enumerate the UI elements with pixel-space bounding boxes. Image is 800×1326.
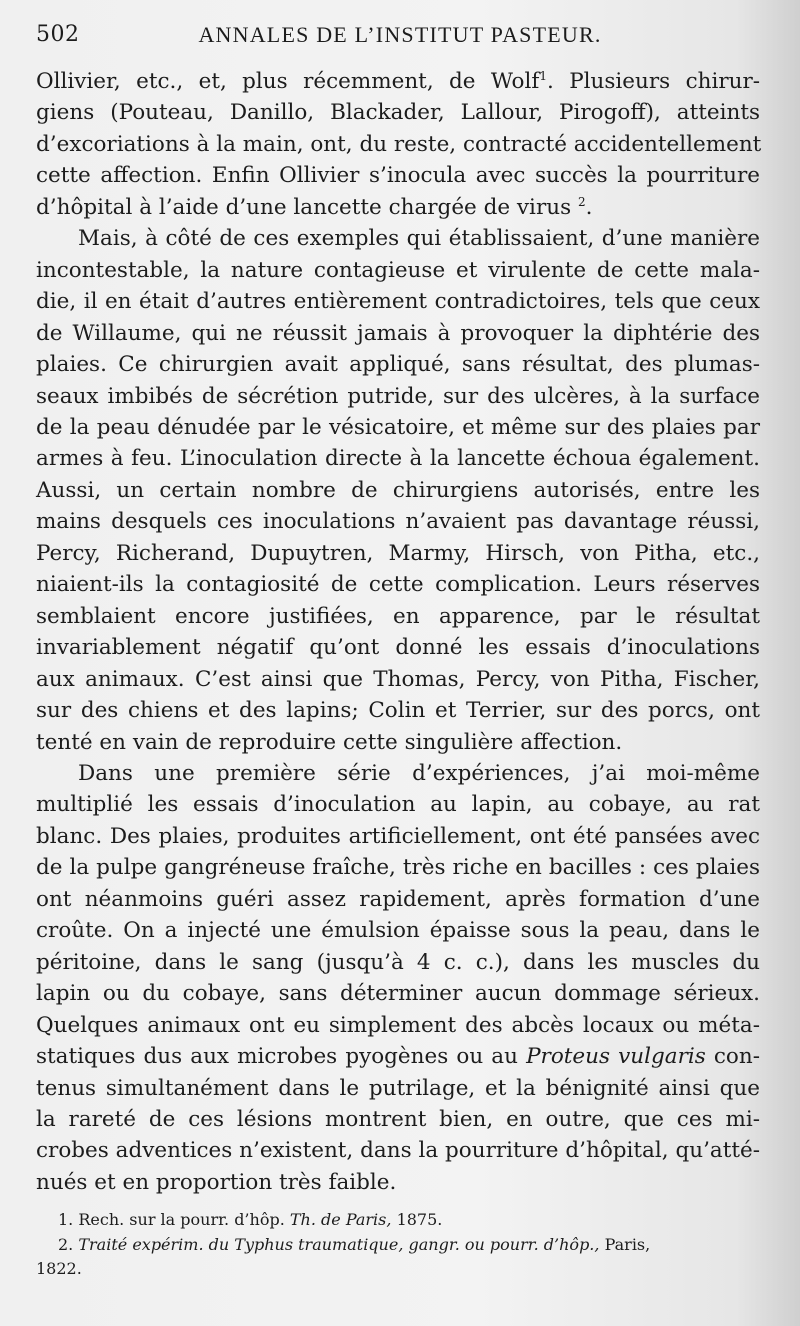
text-line: de la pulpe gangréneuse fraîche, très riche en bacilles : ces plaies bbox=[36, 855, 760, 881]
running-header bbox=[36, 22, 764, 54]
text-line: niaient-ils la contagiosité de cette complication. Leurs réserves bbox=[36, 572, 760, 598]
footnote-ref: 1 bbox=[539, 69, 547, 83]
text-line: Ollivier, etc., et, plus récemment, de Wolf$^1$. Plusieurs chirur- bbox=[36, 69, 760, 94]
text-line: tenté en vain de reproduire cette singulière affection. bbox=[36, 729, 623, 755]
text-line: giens (Pouteau, Danillo, Blackader, Lallour, Pirogoff), atteints bbox=[36, 100, 760, 126]
running-title: ANNALES DE L’INSTITUT PASTEUR. bbox=[198, 22, 602, 47]
footnote-ref: 2 bbox=[577, 194, 586, 209]
text-line: aux animaux. C’est ainsi que Thomas, Percy, von Pitha, Fischer, bbox=[36, 666, 760, 692]
page-number: 502 bbox=[36, 22, 80, 47]
text-line: multiplié les essais d’inoculation au lapin, au cobaye, au rat bbox=[36, 792, 760, 818]
text-line: cette affection. Enfin Ollivier s’inocula avec succès la pourriture bbox=[36, 163, 760, 189]
paragraph-start: Dans une première série d’expériences, j’ai moi-même bbox=[78, 760, 760, 786]
footnote-2: 2. Traité expérim. du Typhus traumatique, gangr. ou pourr. d’hôp., Paris, bbox=[58, 1234, 651, 1254]
footnotes bbox=[36, 1208, 760, 1282]
text-line: nués et en proportion très faible. bbox=[36, 1169, 397, 1195]
text-line: statiques dus aux microbes pyogènes ou au Proteus vulgaris con- bbox=[36, 1044, 760, 1070]
text-line: de Willaume, qui ne réussit jamais à provoquer la diphtérie des bbox=[36, 320, 760, 346]
text-line: ont néanmoins guéri assez rapidement, après formation d’une bbox=[36, 886, 760, 912]
text-line: péritoine, dans le sang (jusqu’à 4 c. c.), dans les muscles du bbox=[36, 949, 760, 975]
text-line: die, il en était d’autres entièrement contradictoires, tels que ceux bbox=[36, 289, 760, 315]
text-line: Quelques animaux ont eu simplement des abcès locaux ou méta- bbox=[36, 1012, 760, 1038]
text-line: incontestable, la nature contagieuse et virulente de cette mala- bbox=[36, 257, 760, 283]
text-line: de la peau dénudée par le vésicatoire, et même sur des plaies par bbox=[36, 414, 760, 440]
text-line: plaies. Ce chirurgien avait appliqué, sans résultat, des plumas- bbox=[36, 352, 760, 378]
text-line: d’hôpital à l’aide d’une lancette chargée de virus $^2$. bbox=[36, 194, 593, 220]
text-line: sur des chiens et des lapins; Colin et Terrier, sur des porcs, ont bbox=[36, 698, 760, 724]
text-line: Percy, Richerand, Dupuytren, Marmy, Hirsch, von Pitha, etc., bbox=[36, 540, 760, 566]
text-line: semblaient encore justifiées, en apparence, par le résultat bbox=[36, 603, 760, 629]
text-line: croûte. On a injecté une émulsion épaisse sous la peau, dans le bbox=[36, 918, 760, 944]
text-line: crobes adventices n’existent, dans la pourriture d’hôpital, qu’atté- bbox=[36, 1138, 760, 1164]
text-line: mains desquels ces inoculations n’avaient pas davantage réussi, bbox=[36, 509, 760, 535]
paragraph-start: Mais, à côté de ces exemples qui établissaient, d’une manière bbox=[78, 226, 760, 252]
text-line: tenus simultanément dans le putrilage, et la bénignité ainsi que bbox=[36, 1075, 760, 1101]
text-line: seaux imbibés de sécrétion putride, sur des ulcères, à la surface bbox=[36, 383, 760, 409]
species-name: Proteus vulgaris bbox=[526, 1044, 706, 1070]
text-line: la rareté de ces lésions montrent bien, en outre, que ces mi- bbox=[36, 1106, 760, 1132]
footnote-1: 1. Rech. sur la pourr. d’hôp. Th. de Paris, 1875. bbox=[58, 1210, 443, 1229]
body-text bbox=[36, 66, 760, 1198]
text-line: Aussi, un certain nombre de chirurgiens autorisés, entre les bbox=[36, 477, 760, 503]
text-line: invariablement négatif qu’ont donné les essais d’inoculations bbox=[36, 635, 760, 661]
text-line: armes à feu. L’inoculation directe à la lancette échoua également. bbox=[36, 446, 760, 472]
text-line: blanc. Des plaies, produites artificiellement, ont été pansées avec bbox=[36, 823, 760, 849]
text-line: lapin ou du cobaye, sans déterminer aucun dommage sérieux. bbox=[36, 981, 760, 1007]
footnote-2-cont: 1822. bbox=[36, 1259, 82, 1278]
text-line: d’excoriations à la main, ont, du reste, contracté accidentellement bbox=[36, 131, 762, 157]
